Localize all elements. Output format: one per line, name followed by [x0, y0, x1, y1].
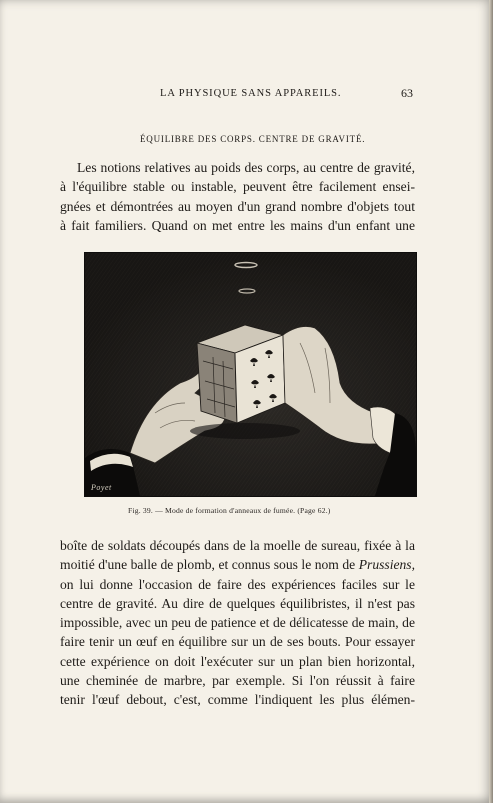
- text-line: Les notions relatives au poids des corps, au centre de gravité,: [77, 160, 415, 175]
- running-title: LA PHYSIQUE SANS APPAREILS.: [160, 88, 342, 99]
- engraver-signature: Poyet: [91, 483, 112, 492]
- page-edge-shadow: [489, 0, 493, 803]
- text-fragment: moitié d'une balle de plomb, et connus sous le nom de: [60, 557, 356, 573]
- paragraph-1: [60, 158, 415, 235]
- text-line: boîte de soldats découpés dans de la moelle de sureau, fixée à la: [60, 538, 415, 553]
- text-line: impossible, avec un peu de patience et de délicatesse de main, de: [60, 615, 415, 631]
- figure-illustration: [84, 252, 417, 497]
- text-line: une cheminée de marbre, par exemple. Si l'on réussit à faire: [60, 673, 415, 689]
- text-line: à fait familiers. Quand on met entre les mains d'un enfant une: [60, 217, 415, 233]
- text-line: gnées et démontrées au moyen d'un grand nombre d'objets tout: [60, 198, 415, 214]
- engraving-smoke-rings: [85, 253, 416, 496]
- box-left-face: [197, 343, 237, 423]
- text-line: tenir l'œuf debout, c'est, comme l'indiquent les plus élémen-: [60, 692, 415, 708]
- page-number: 63: [401, 86, 413, 100]
- section-heading: ÉQUILIBRE DES CORPS. CENTRE DE GRAVITÉ.: [140, 134, 366, 144]
- text-line: centre de gravité. Au dire de quelques équilibristes, il n'est pas: [60, 595, 415, 611]
- italic-term: Prussiens,: [358, 557, 415, 573]
- text-line: faire tenir un œuf en équilibre sur un de ses bouts. Pour essayer: [60, 634, 415, 650]
- figure-caption: Fig. 39. — Mode de formation d'anneaux de fumée. (Page 62.): [128, 506, 331, 515]
- text-line: à l'équilibre stable ou instable, peuvent être facilement ensei-: [60, 179, 415, 195]
- text-line: cette expérience on doit l'exécuter sur un plan bien horizontal,: [60, 653, 415, 669]
- paragraph-2: [60, 536, 415, 710]
- text-line: [60, 555, 415, 574]
- text-line: on lui donne l'occasion de faire des expériences faciles sur le: [60, 576, 415, 592]
